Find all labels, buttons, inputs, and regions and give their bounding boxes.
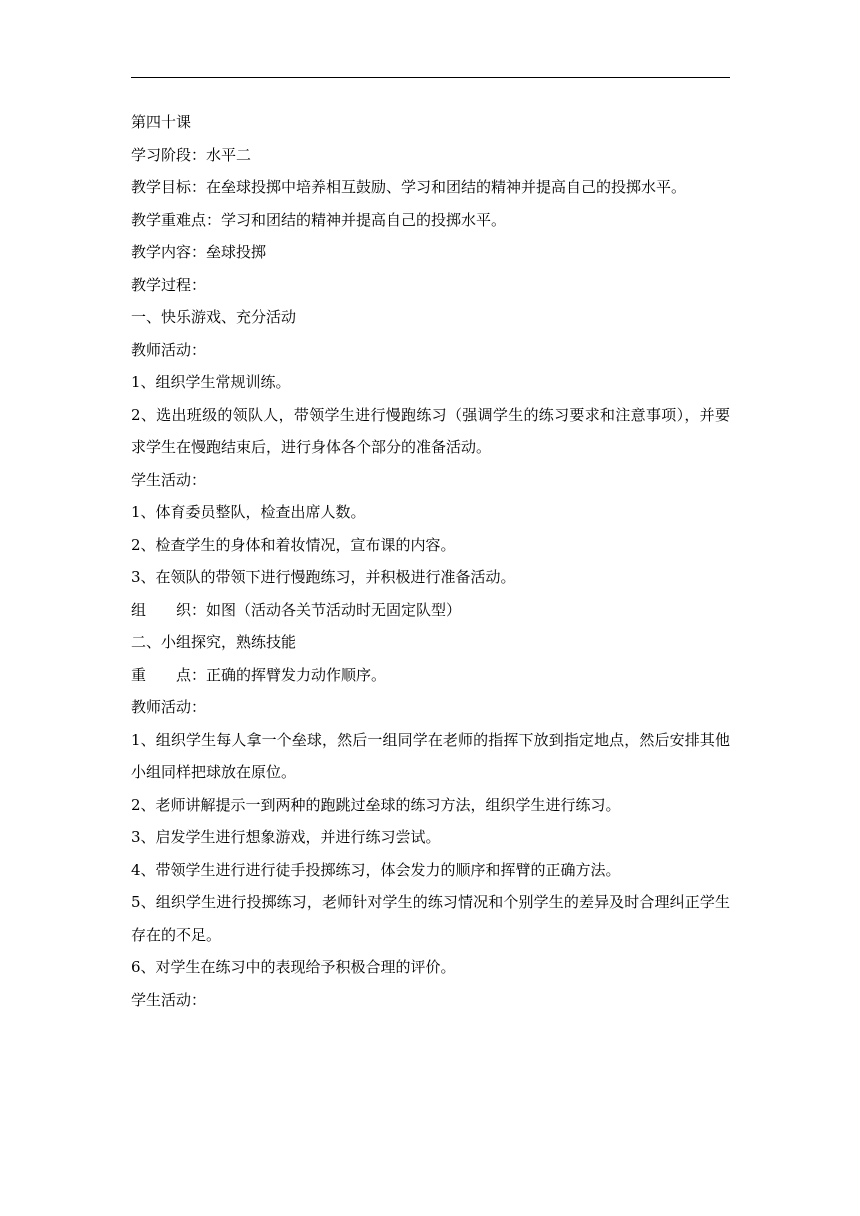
list-item: 3、启发学生进行想象游戏，并进行练习尝试。: [131, 828, 441, 846]
list-item: 1、组织学生每人拿一个垒球，然后一组同学在老师的指挥下放到指定地点，然后安排其他小组同样把球放在原位。: [131, 730, 730, 781]
key-point-label-b: 点：正确的挥臂发力动作顺序。: [176, 665, 387, 684]
key-point-line: [131, 659, 730, 692]
list-item: 1、体育委员整队，检查出席人数。: [131, 503, 366, 521]
list-item: 2、老师讲解提示一到两种的跑跳过垒球的练习方法，组织学生进行练习。: [131, 795, 621, 814]
list-item: 3、在领队的带领下进行慢跑练习，并积极进行准备活动。: [131, 568, 516, 586]
organization-label-a: 组: [131, 600, 147, 619]
organization-label-b: 织：如图（活动各关节活动时无固定队型）: [176, 600, 462, 619]
section-one-heading: 一、快乐游戏、充分活动: [131, 308, 297, 326]
header-rule: [131, 77, 730, 78]
list-item: 4、带领学生进行进行徒手投掷练习，体会发力的顺序和挥臂的正确方法。: [131, 860, 621, 879]
teacher-activity-heading: 教师活动：: [131, 698, 207, 716]
teacher-activity-heading: 教师活动：: [131, 340, 207, 359]
section-two-heading: 二、小组探究，熟练技能: [131, 633, 297, 651]
document-body: [131, 106, 730, 1016]
list-item: 1、组织学生常规训练。: [131, 373, 291, 391]
list-item: 2、检查学生的身体和着妆情况，宣布课的内容。: [131, 535, 456, 554]
teaching-goal: 教学目标：在垒球投掷中培养相互鼓励、学习和团结的精神并提高自己的投掷水平。: [131, 178, 687, 196]
teaching-content: 教学内容：垒球投掷: [131, 243, 267, 261]
lesson-title: 第四十课: [131, 113, 192, 131]
list-item: 5、组织学生进行投掷练习，老师针对学生的练习情况和个别学生的差异及时合理纠正学生存在的不足。: [131, 893, 730, 944]
list-item: 6、对学生在练习中的表现给予积极合理的评价。: [131, 958, 456, 976]
learning-stage: 学习阶段：水平二: [131, 145, 252, 164]
teaching-process-heading: 教学过程：: [131, 275, 207, 294]
list-item: 2、选出班级的领队人，带领学生进行慢跑练习（强调学生的练习要求和注意事项），并要求学生在慢跑结束后，进行身体各个部分的准备活动。: [131, 405, 730, 456]
teaching-key-difficulty: 教学重难点：学习和团结的精神并提高自己的投掷水平。: [131, 210, 507, 229]
key-point-label-a: 重: [131, 665, 147, 684]
student-activity-heading: 学生活动：: [131, 470, 207, 489]
organization-line: [131, 594, 730, 627]
student-activity-heading: 学生活动：: [131, 990, 207, 1009]
